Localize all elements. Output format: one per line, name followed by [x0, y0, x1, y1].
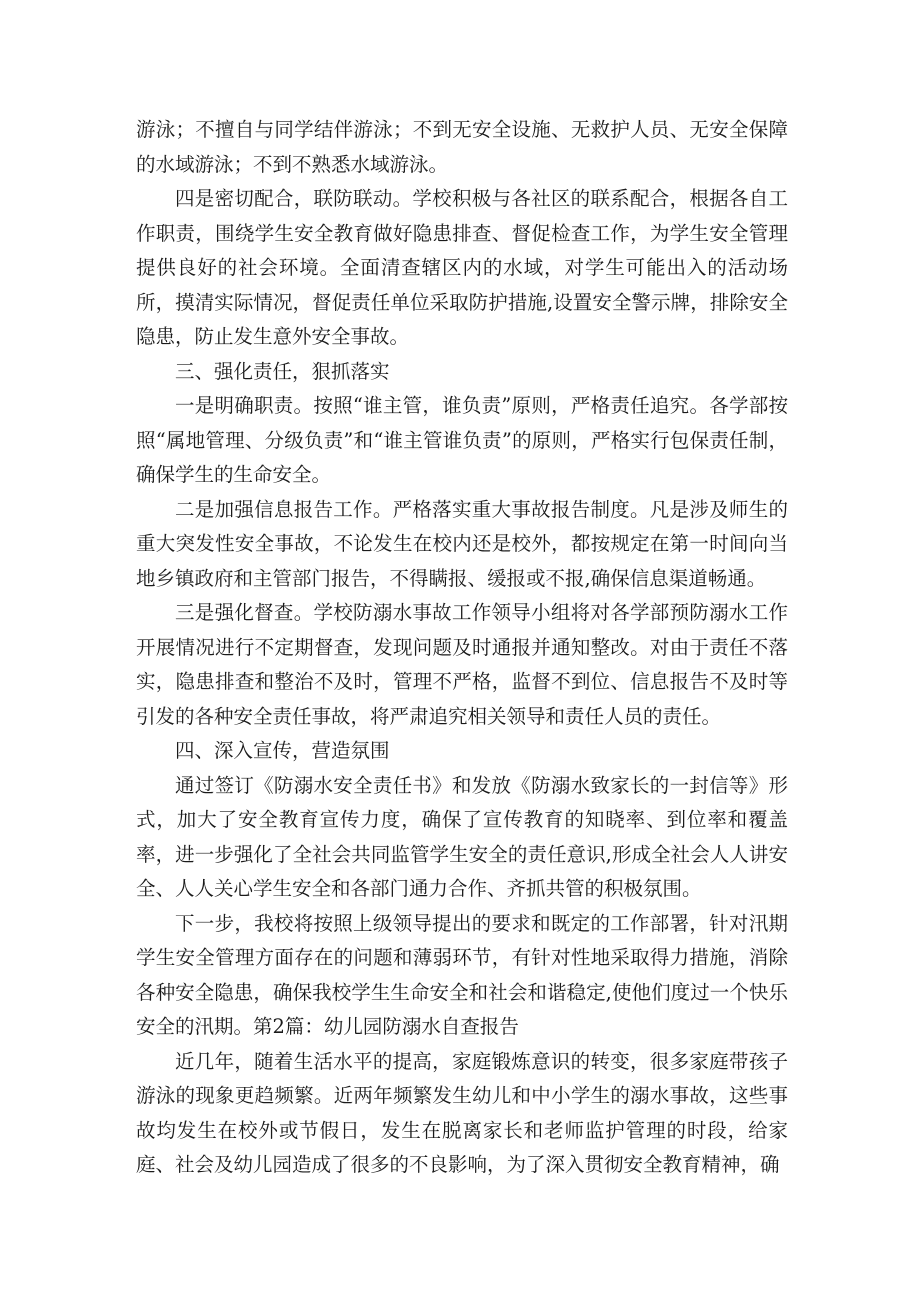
paragraph-6: 三是强化督查。学校防溺水事故工作领导小组将对各学部预防溺水工作开展情况进行不定期督查，发现问题及时通报并通知整改。对由于责任不落实，隐患排查和整治不及时，管理不严格，监督不到位、信息报告不及时等引发的各种安全责任事故，将严肃追究相关领导和责任人员的责任。 — [136, 601, 788, 728]
section-heading-4: 四、深入宣传，营造氛围 — [175, 739, 390, 762]
paragraph-5: 二是加强信息报告工作。严格落实重大事故报告制度。凡是涉及师生的重大突发性安全事故，不论发生在校内还是校外，都按规定在第一时间向当地乡镇政府和主管部门报告，不得瞒报、缓报或不报,确保信息渠道畅通。 — [136, 497, 788, 590]
paragraph-8: 通过签订《防溺水安全责任书》和发放《防溺水致家长的一封信等》形式，加大了安全教育宣传力度，确保了宣传教育的知晓率、到位率和覆盖率，进一步强化了全社会共同监管学生安全的责任意识,形成全社会人人讲安全、人人关心学生安全和各部门通力合作、齐抓共管的积极氛围。 — [136, 773, 788, 900]
paragraph-2: 四是密切配合，联防联动。学校积极与各社区的联系配合，根据各自工作职责，围绕学生安全教育做好隐患排查、督促检查工作，为学生安全管理提供良好的社会环境。全面清查辖区内的水域，对学生可能出入的活动场所，摸清实际情况，督促责任单位采取防护措施,设置安全警示牌，排除安全隐患，防止发生意外安全事故。 — [136, 187, 788, 348]
document-page — [136, 113, 788, 1183]
paragraph-9: 下一步，我校将按照上级领导提出的要求和既定的工作部署，针对汛期学生安全管理方面存在的问题和薄弱环节，有针对性地采取得力措施，消除各种安全隐患，确保我校学生生命安全和社会和谐稳定,使他们度过一个快乐安全的汛期。第2篇：幼儿园防溺水自查报告 — [136, 911, 788, 1038]
paragraph-10: 近几年，随着生活水平的提高，家庭锻炼意识的转变，很多家庭带孩子游泳的现象更趋频繁。近两年频繁发生幼儿和中小学生的溺水事故，这些事故均发生在校外或节假日，发生在脱离家长和老师监护管理的时段，给家庭、社会及幼儿园造成了很多的不良影响，为了深入贯彻安全教育精神，确 — [136, 1049, 788, 1176]
section-heading-3: 三、强化责任，狠抓落实 — [175, 359, 390, 383]
paragraph-1: 游泳；不擅自与同学结伴游泳；不到无安全设施、无救护人员、无安全保障的水域游泳；不到不熟悉水域游泳。 — [136, 118, 788, 176]
paragraph-4: 一是明确职责。按照“谁主管，谁负责”原则，严格责任追究。各学部按照“属地管理、分级负责”和“谁主管谁负责”的原则，严格实行包保责任制，确保学生的生命安全。 — [136, 394, 788, 486]
